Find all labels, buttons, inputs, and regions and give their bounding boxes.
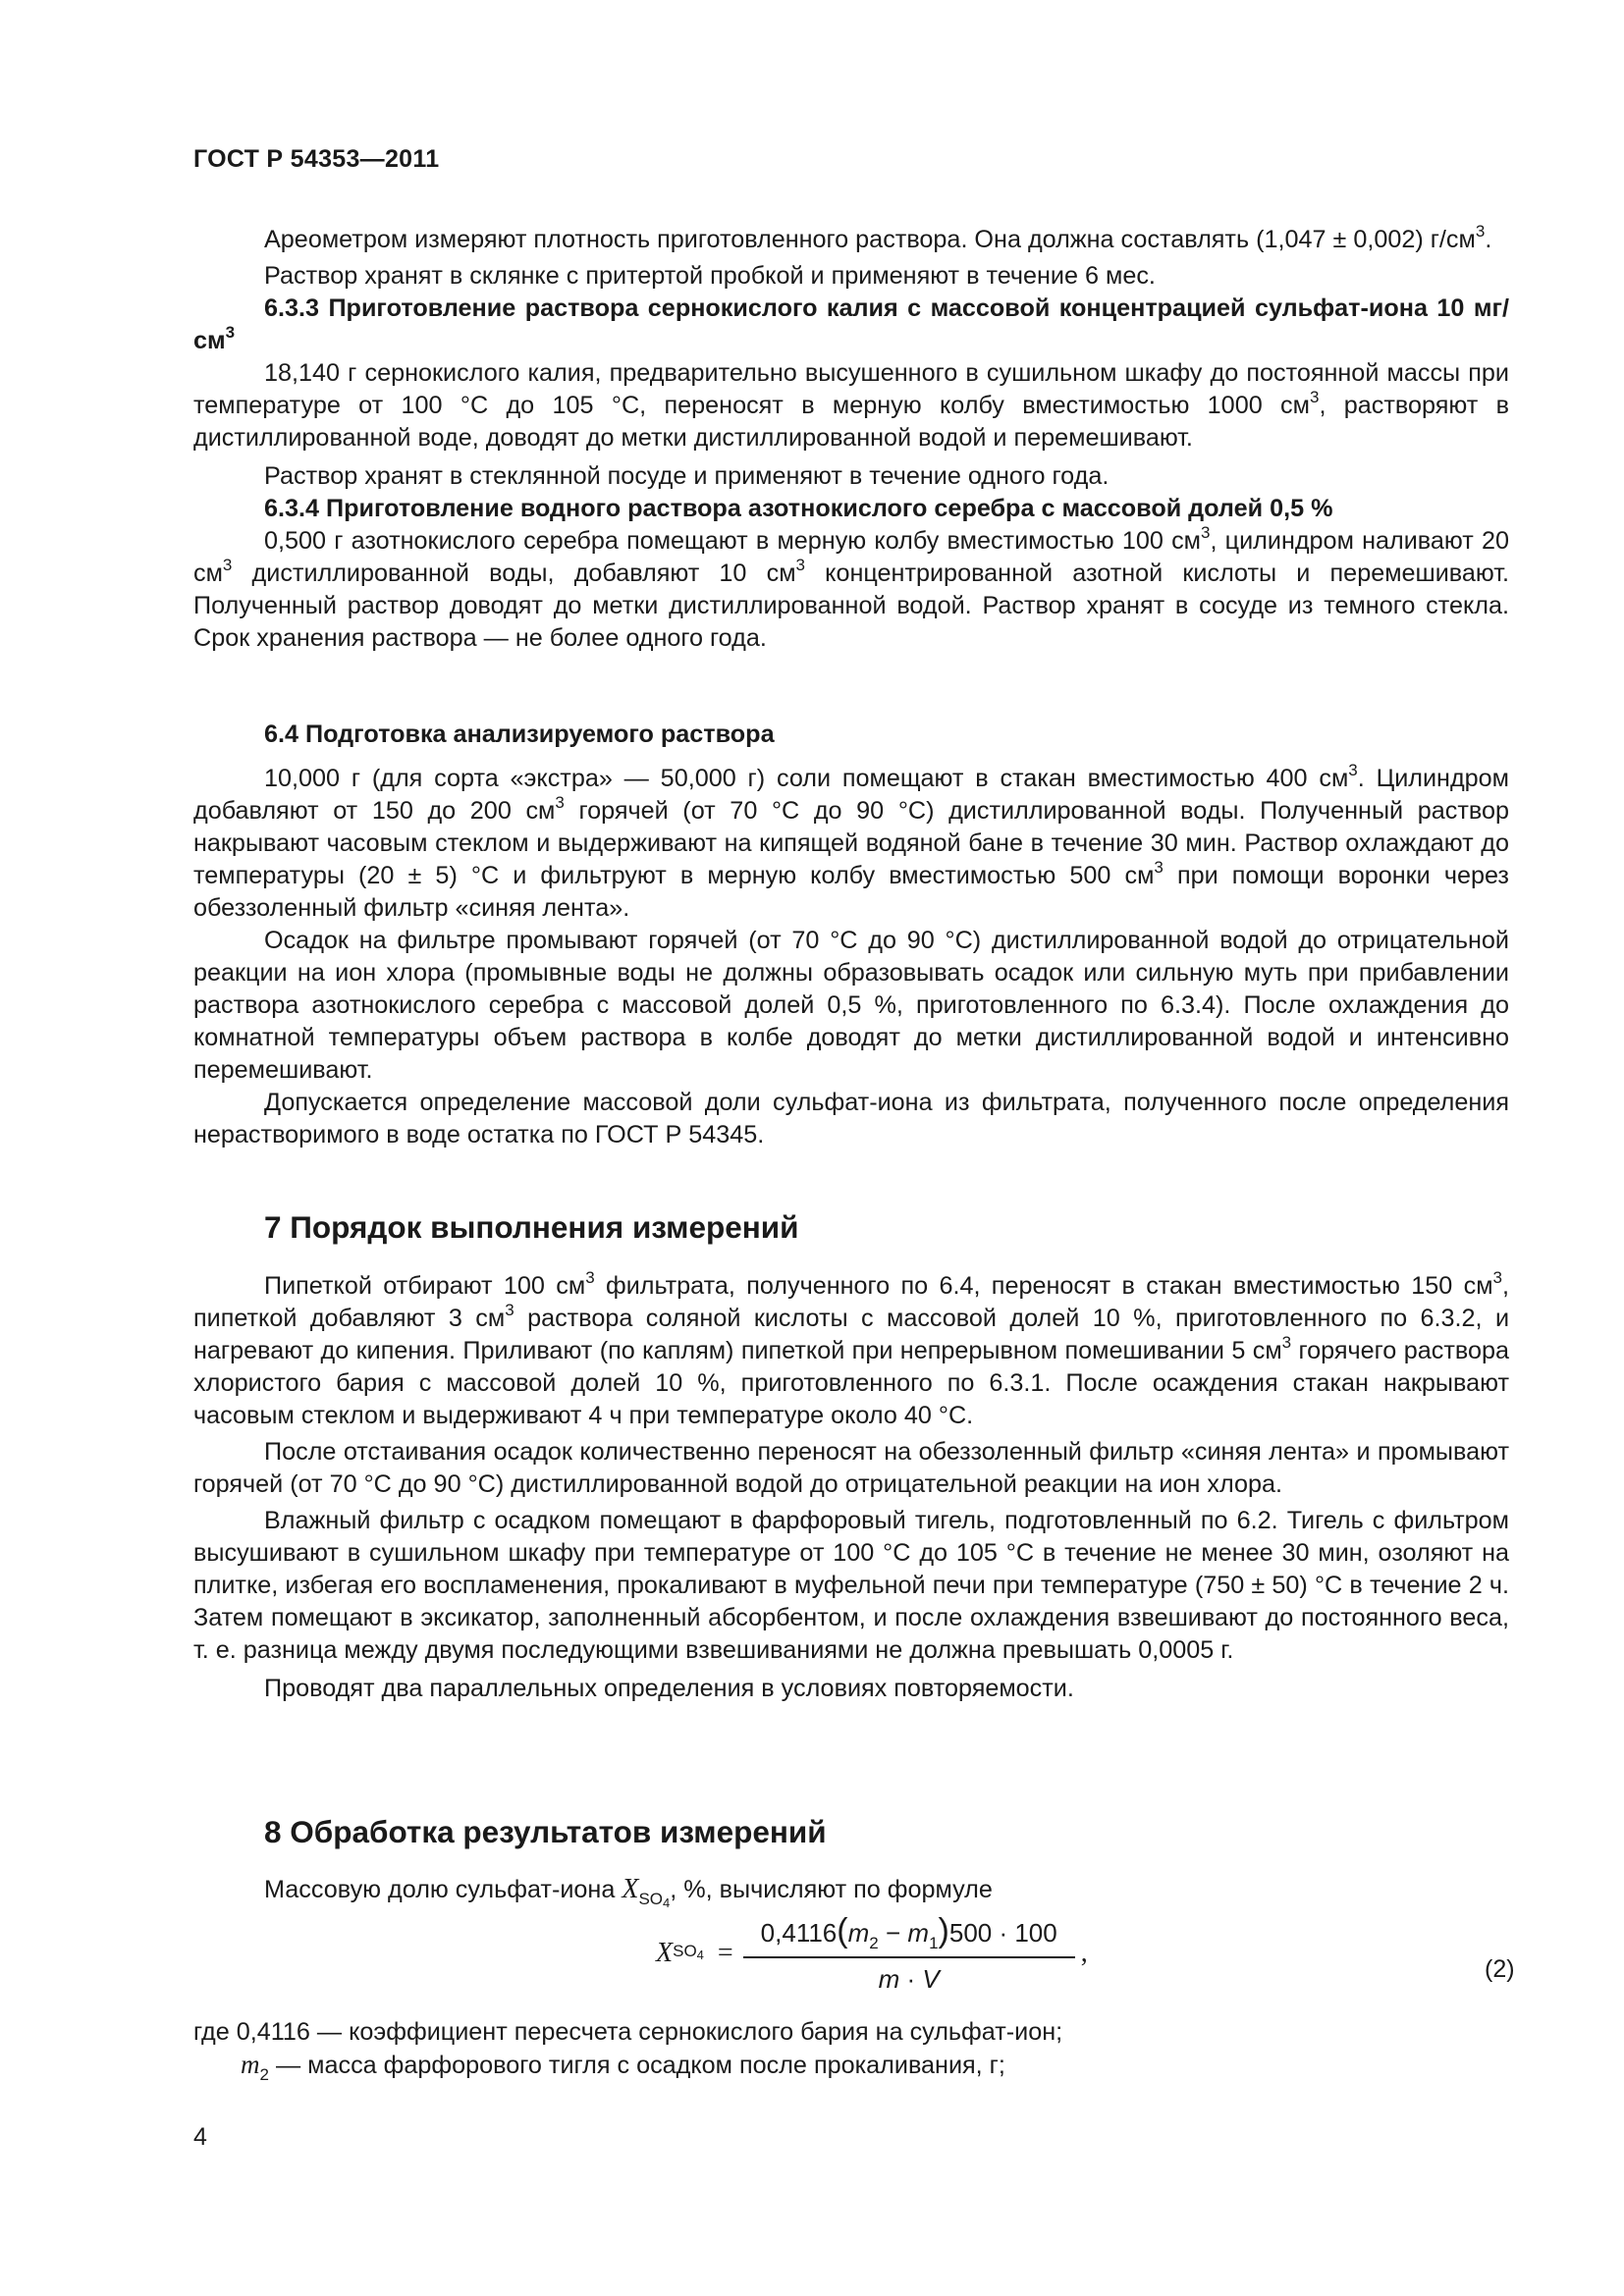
section-6-4 (193, 719, 1509, 1151)
formula-numerator: $0,4116(m_2 - m_1)500 \cdot 100$ (760, 1912, 1057, 1952)
heading-6-3-4: 6.3.4 Приготовление водного раствора азотнокислого серебра с массовой долей 0,5 % (264, 495, 1333, 522)
document-header: ГОСТ Р 54353—2011 (193, 145, 440, 173)
paragraph-7-3: Влажный фильтр с осадком помещают в фарфоровый тигель, подготовленный по 6.2. Тигель с фильтром высушивают в сушильном шкафу при температуре от 100 °С до 105 °С в течение не менее 30 мин, озоляют на плитке, избегая его воспламенения, прокаливают в муфельной печи при температуре (750 ± 50) °С в течение 2 ч. Затем помещают в эксикатор, заполненный абсорбентом, и после охлаждения взвешивают до постоянного веса, т. е. разница между двумя последующими взвешиваниями не должна превышать 0,0005 г. (193, 1507, 1509, 1664)
section-8-intro (193, 1873, 1509, 1910)
formula-denominator: m · V (743, 1956, 1075, 1995)
heading-6-3-3: 6.3.3 Приготовление раствора сернокислого калия с массовой концентрацией сульфат-иона 10 $мг/см^3$ (193, 294, 1509, 354)
section-6-3-continued (193, 224, 1509, 655)
equation-number: (2) (1485, 1955, 1515, 1983)
section-7-title: 7 Порядок выполнения измерений (264, 1209, 799, 1245)
formula-equals: = (717, 1938, 733, 1968)
heading-6-4: 6.4 Подготовка анализируемого раствора (264, 721, 775, 748)
formula-legend (193, 2016, 1509, 2082)
formula-symbol: X (656, 1938, 674, 1968)
paragraph-7-2: После отстаивания осадок количественно переносят на обеззоленный фильтр «синяя лента» и промывают горячей (от 70 °С до 90 °С) дистиллированной водой до отрицательной реакции на ион хлора. (193, 1438, 1509, 1498)
paragraph-7-4: Проводят два параллельных определения в условиях повторяемости. (264, 1675, 1074, 1702)
paragraph-6-4-3: Допускается определение массовой доли сульфат-иона из фильтрата, полученного после определения нерастворимого в воде остатка по ГОСТ Р 54345. (193, 1089, 1509, 1148)
paragraph-6-3-3-storage: Раствор хранят в стеклянной посуде и применяют в течение одного года. (264, 462, 1110, 490)
paragraph-density: Ареометром измеряют плотность приготовленного раствора. Она должна составлять (1,047 ± 0,002) $г/см^3$. (264, 222, 1492, 253)
formula-comma: , (1080, 1938, 1088, 1968)
paragraph-6-3-3: 18,140 г сернокислого калия, предварительно высушенного в сушильном шкафу до постоянной массы при температуре от 100 °С до 105 °С, переносят в мерную колбу вместимостью 1000 $см^3$, растворяют в дистиллированной воде, доводят до метки дистиллированной водой и перемешивают. (193, 359, 1509, 452)
paragraph-storage: Раствор хранят в склянке с притертой пробкой и применяют в течение 6 мес. (264, 262, 1156, 290)
formula-subscript: $SO_4$ (673, 1942, 704, 1962)
formula-2 (656, 1904, 1088, 2002)
legend-line-1: где 0,4116 — коэффициент пересчета сернокислого бария на сульфат-ион; (193, 2018, 1063, 2046)
section-8-title: 8 Обработка результатов измерений (264, 1814, 827, 1849)
section-7-body (193, 1270, 1509, 1705)
paragraph-7-1: Пипеткой отбирают 100 $см^3$ фильтрата, полученного по 6.4, переносят в стакан вместимостью 150 $см^3$, пипеткой добавляют 3 $см^3$ раствора соляной кислоты с массовой долей 10 %, приготовленного по 6.3.2, и нагревают до кипения. Приливают (по каплям) пипеткой при непрерывном помешивании 5 $см^3$ горячего раствора хлористого бария с массовой долей 10 %, приготовленного по 6.3.1. После осаждения стакан накрывают часовым стеклом и выдерживают 4 ч при температуре около 40 °С. (193, 1268, 1510, 1429)
page-number: 4 (193, 2123, 207, 2151)
legend-line-2: $m_2$ — масса фарфорового тигля с осадком после прокаливания, г; (241, 2050, 1005, 2084)
paragraph-6-4-1: 10,000 г (для сорта «экстра» — 50,000 г) соли помещают в стакан вместимостью 400 $см^3$. Цилиндром добавляют от 150 до 200 $см^3$ горячей (от 70 °С до 90 °С) дистиллированной воды. Полученный раствор накрывают часовым стеклом и выдерживают на кипящей водяной бане в течение 30 мин. Раствор охлаждают до температуры (20 ± 5) °С и фильтруют в мерную колбу вместимостью 500 $см^3$ при помощи воронки через обеззоленный фильтр «синяя лента». (193, 761, 1510, 922)
paragraph-8-intro: Массовую долю сульфат-иона $X_{SO_4}$, %, вычисляют по формуле (264, 1874, 993, 1910)
paragraph-6-3-4: 0,500 г азотнокислого серебра помещают в мерную колбу вместимостью 100 $см^3$, цилиндром наливают 20 $см^3$ дистиллированной воды, добавляют 10 $см^3$ концентрированной азотной кислоты и перемешивают. Полученный раствор доводят до метки дистиллированной водой. Раствор хранят в сосуде из темного стекла. Срок хранения раствора — не более одного года. (193, 523, 1509, 652)
paragraph-6-4-2: Осадок на фильтре промывают горячей (от 70 °С до 90 °С) дистиллированной водой до отрицательной реакции на ион хлора (промывные воды не должны образовывать осадок или сильную муть при прибавлении раствора азотнокислого серебра с массовой долей 0,5 %, приготовленного по 6.3.4). После охлаждения до комнатной температуры объем раствора в колбе доводят до метки дистиллированной водой и интенсивно перемешивают. (193, 927, 1509, 1084)
formula-fraction (743, 1912, 1075, 1995)
